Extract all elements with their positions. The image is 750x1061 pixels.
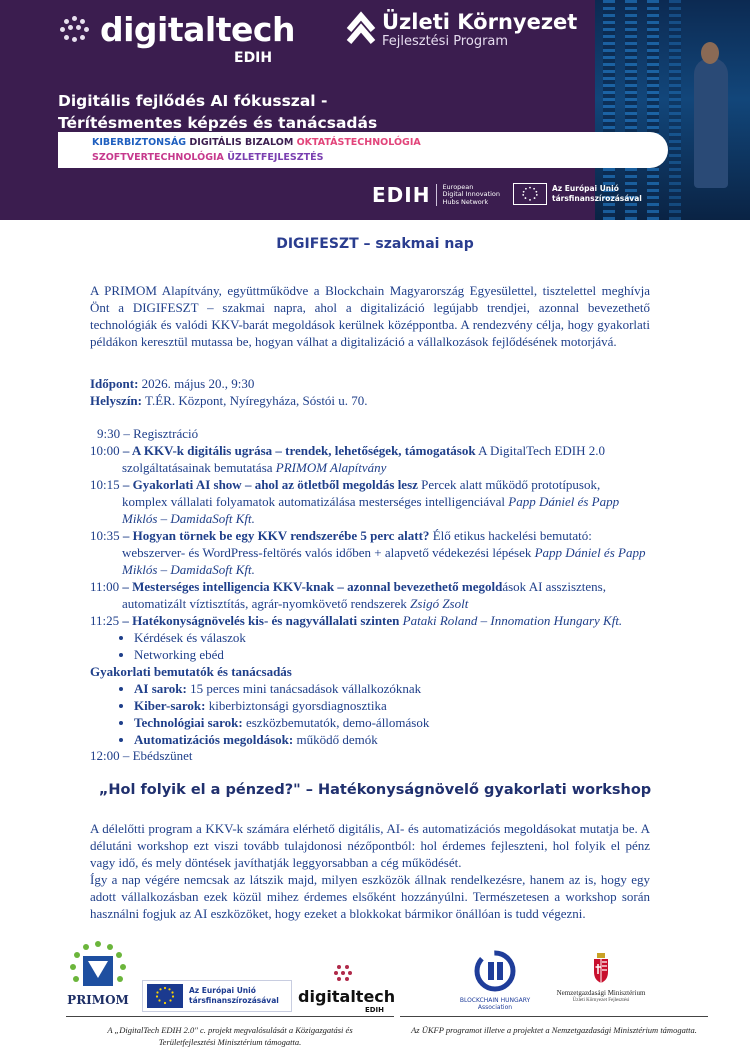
agenda-time: 11:25 [90,613,120,628]
page-title: DIGIFESZT – szakmai nap [276,236,474,252]
blockchain-hungary-icon [471,950,519,992]
topic-oktatastechnologia: OKTATÁSTECHNOLÓGIA [296,137,421,148]
agenda-speaker: Papp Dániel és Papp Miklós – DamidaSoft Kft. [122,494,620,526]
agenda-speaker: Papp Dániel és Papp Miklós – DamidaSoft Kft. [122,545,646,577]
edih-line-1: European [442,182,474,191]
agenda-text: – Regisztráció [120,426,199,441]
list-item: • Networking ebéd [134,646,670,663]
list-item [134,680,670,697]
event-time-label: Időpont: [90,376,139,391]
eu-flag-icon [513,183,547,205]
workshop-body [90,820,650,922]
agenda-title: – A KKV-k digitális ugrása – trendek, lehetőségek, támogatások [119,443,476,458]
agenda-text: webszerver- és WordPress-feltörés valós időben + alapvető védekezési lépések [122,545,535,560]
practice-text: működő demók [293,732,378,747]
agenda-speaker: Pataki Roland – Innomation Hungary Kft. [399,613,623,628]
footer [0,930,750,1061]
event-place-value: T.ÉR. Központ, Nyíregyháza, Sóstói u. 70. [142,393,368,408]
hungarian-coat-of-arms-icon [592,952,610,984]
event-place-label: Helyszín: [90,393,142,408]
topic-szoftvertechnologia: SZOFTVERTECHNOLÓGIA [92,152,224,163]
agenda-text: automatizált víztisztítás, agrár-nyomkövető rendszerek [122,596,411,611]
digitaltech-edih-sub: EDIH [234,50,273,66]
agenda-bullets [90,629,670,663]
agenda-title: – Hogyan törnek be egy KKV rendszerébe 5 perc alatt? [119,528,430,543]
practice-heading: Gyakorlati bemutatók és tanácsadás [90,664,292,679]
agenda-text: Élő etikus hackelési bemutató: [429,528,592,543]
edih-network-logo [372,183,500,207]
agenda-text: ások AI asszisztens, [502,579,606,594]
digitaltech-logo [60,10,295,49]
chevron-up-icon [346,10,376,46]
digitaltech-footer-wordmark: digitaltech [298,987,396,1006]
eu-footer-line-1: Az Európai Unió [189,986,256,995]
lunch-break: 12:00 – Ebédszünet [90,748,193,763]
agenda-item-3 [90,527,670,578]
eu-cofinanced-logo-top [513,183,642,205]
footer-note-left: A „DigitalTech EDIH 2.0" c. projekt megvalósulását a Közigazgatási és Területfejlesztési Minisztérium támogatta. [107,1025,353,1047]
agenda-time: 9:30 [97,426,121,441]
agenda-time: 10:35 [90,528,120,543]
digitaltech-footer-logo [298,964,396,1020]
agenda-registration [90,425,670,442]
practice-text: 15 perces mini tanácsadások vállalkozóknak [186,681,422,696]
footer-divider-left [66,1016,394,1017]
practice-label: Technológiai sarok: [134,715,243,730]
footer-note-right: Az ÜKFP programot illetve a projektet a Nemzetgazdasági Minisztérium támogatta. [411,1025,697,1035]
agenda-speaker: Zsigó Zsolt [410,596,469,611]
agenda-time: 10:15 [90,477,120,492]
uzleti-kornyezet-logo [346,10,577,50]
digitaltech-dots-icon [60,16,94,44]
program-subtitle: Fejlesztési Program [382,34,509,49]
agenda-item-2 [90,476,670,527]
agenda-title: – Gyakorlati AI show – ahol az ötletből megoldás lesz [119,477,418,492]
eu-flag-icon [147,984,183,1008]
agenda-time: 10:00 [90,443,120,458]
agenda-title: – Mesterséges intelligencia KKV-knak – azonnal bevezethető megold [119,579,503,594]
eu-footer-line-2: társfinanszírozásával [189,996,279,1005]
practice-text: eszközbemutatók, demo-állomások [242,715,430,730]
eu-top-line-1: Az Európai Unió [552,184,619,193]
headline-line-1: Digitális fejlődés AI fókusszal - [58,92,328,110]
digitaltech-footer-sub: EDIH [364,1006,384,1014]
ngm-line-1: Nemzetgazdasági Minisztérium [556,989,646,997]
edih-network-text [436,184,500,207]
practice-label: Kiber-sarok: [134,698,206,713]
list-item [134,697,670,714]
primom-logo [66,938,130,1024]
blockchain-hungary-line-1: BLOCKCHAIN HUNGARY [459,997,531,1004]
eu-cofinanced-logo-footer [142,980,292,1012]
edih-line-2: Digital Innovation [442,190,501,199]
agenda-item-1 [90,442,670,476]
practice-text: kiberbiztonsági gyorsdiagnosztika [205,698,387,713]
intro-paragraph: A PRIMOM Alapítvány, együttműködve a Blockchain Magyarország Egyesülettel, tisztelettel meghívja Önt a DIGIFESZT – szakmai napra, ahol a digitalizáció legújabb trendjei, azonnal bevezethető technológiák és valódi KKV-barát megoldások kerülnek középpontba. A rendezvény célja, hogy gyakorlati példákon keresztül mutassa be, hogyan válhat a digitalizáció a vállalkozások fejlődésének motorjává. [90,283,650,349]
blockchain-hungary-logo [452,950,538,1016]
footer-divider-right [400,1016,708,1017]
workshop-paragraph-2: Így a nap végére nemcsak az látszik majd, milyen eszközök állnak rendelkezésre, hanem az is, hogy egy adott vállalkozásban ezek közül mihez érdemes elsőként hozzányúlni. Természetesen a workshop során használni fogjuk az AI eszközöket, hogy ezeket a blokkokat bármikor önállóan is tudd végezni. [90,872,650,921]
blockchain-hungary-line-2: Association [477,1004,513,1011]
digitaltech-dots-icon [333,964,353,982]
event-time-value: 2026. május 20., 9:30 [138,376,255,391]
agenda-item-5 [90,612,670,629]
primom-wordmark: PRIMOM [67,993,129,1007]
topic-strip [58,132,668,168]
list-item: • Kérdések és válaszok [134,629,670,646]
event-time [90,375,650,392]
practice-label: Automatizációs megoldások: [134,732,294,747]
ngm-line-2: Üzleti Környezet Fejlesztési [572,998,630,1003]
program-title: Üzleti Környezet [382,10,578,34]
agenda-text: Percek alatt működő prototípusok, [417,477,601,492]
header-banner [0,0,750,220]
ngm-logo [546,952,656,1003]
topic-digitalis-bizalom: DIGITÁLIS BIZALOM [189,137,294,148]
topic-kiberbiztonsag: KIBERBIZTONSÁG [92,137,187,148]
workshop-paragraph-1: A délelőtti program a KKV-k számára elérhető digitális, AI- és automatizációs megoldásokat mutatja be. A délutáni workshop ezt viszi tovább tulajdonosi nézőpontból: hol érdemes fejleszteni, hol folyik el pénz vagy idő, és mely döntések javíthatják leggyorsabban a cég működését. [90,821,650,870]
event-place [90,392,650,409]
agenda-title: – Hatékonyságnövelés kis- és nagyvállalati szinten [119,613,400,628]
topic-uzletfejlesztes: ÜZLETFEJLESZTÉS [227,152,324,163]
banner-headline [58,90,377,134]
workshop-title: „Hol folyik el a pénzed?" – Hatékonyságnövelő gyakorlati workshop [98,782,652,798]
list-item [134,714,670,731]
practice-label: AI sarok: [134,681,187,696]
digitaltech-wordmark: digitaltech [100,10,295,49]
edih-line-3: Hubs Network [442,197,489,206]
agenda-text: szolgáltatásainak bemutatása [122,460,276,475]
agenda-text: A DigitalTech EDIH 2.0 [475,443,606,458]
eu-top-line-2: társfinanszírozásával [552,194,642,203]
event-details [90,375,650,409]
agenda-speaker: PRIMOM Alapítvány [275,460,387,475]
practice-bullets [90,680,670,748]
agenda-time: 11:00 [90,579,120,594]
edih-wordmark: EDIH [372,183,431,207]
headline-line-2: Térítésmentes képzés és tanácsadás [58,114,378,132]
agenda [90,425,670,748]
agenda-item-4 [90,578,670,612]
list-item [134,731,670,748]
agenda-text: komplex vállalati folyamatok automatizálása mesterséges intelligenciával [122,494,509,509]
